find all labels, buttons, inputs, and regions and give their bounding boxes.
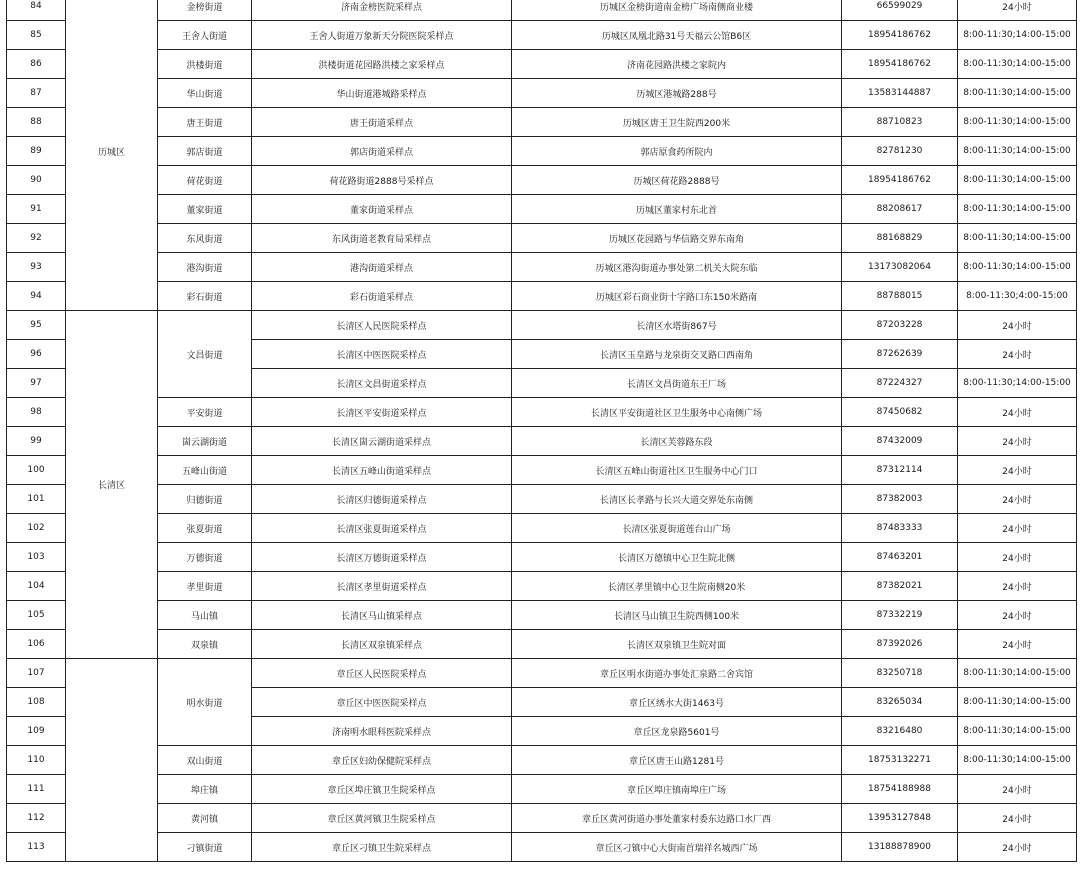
street-cell: 董家街道 xyxy=(158,195,252,224)
row-number: 97 xyxy=(7,369,66,398)
phone-cell: 18754188988 xyxy=(842,775,958,804)
row-number: 107 xyxy=(7,659,66,688)
street-cell: 埠庄镇 xyxy=(158,775,252,804)
row-number: 86 xyxy=(7,50,66,79)
address-cell: 济南花园路洪楼之家院内 xyxy=(512,50,842,79)
phone-cell: 88168829 xyxy=(842,224,958,253)
table-row xyxy=(7,311,1077,340)
site-name-cell: 唐王街道采样点 xyxy=(252,108,512,137)
address-cell: 历城区唐王卫生院西200米 xyxy=(512,108,842,137)
row-number: 90 xyxy=(7,166,66,195)
site-name-cell: 东风街道老教育局采样点 xyxy=(252,224,512,253)
site-name-cell: 章丘区中医医院采样点 xyxy=(252,688,512,717)
site-name-cell: 王舍人街道万象新天分院医院采样点 xyxy=(252,21,512,50)
table-row xyxy=(7,833,1077,862)
hours-cell: 24小时 xyxy=(958,572,1077,601)
site-name-cell: 长清区人民医院采样点 xyxy=(252,311,512,340)
phone-cell: 18954186762 xyxy=(842,21,958,50)
table-row xyxy=(7,398,1077,427)
phone-cell: 88788015 xyxy=(842,282,958,311)
site-name-cell: 济南金榜医院采样点 xyxy=(252,0,512,21)
table-row xyxy=(7,21,1077,50)
hours-cell: 24小时 xyxy=(958,427,1077,456)
table-row xyxy=(7,746,1077,775)
street-cell: 荷花街道 xyxy=(158,166,252,195)
hours-cell: 8:00-11:30;14:00-15:00 xyxy=(958,79,1077,108)
phone-cell: 13953127848 xyxy=(842,804,958,833)
row-number: 104 xyxy=(7,572,66,601)
street-cell: 马山镇 xyxy=(158,601,252,630)
table-row xyxy=(7,195,1077,224)
address-cell: 长清区长孝路与长兴大道交界处东南侧 xyxy=(512,485,842,514)
address-cell: 章丘区唐王山路1281号 xyxy=(512,746,842,775)
site-name-cell: 长清区平安街道采样点 xyxy=(252,398,512,427)
site-name-cell: 华山街道港城路采样点 xyxy=(252,79,512,108)
phone-cell: 87312114 xyxy=(842,456,958,485)
row-number: 89 xyxy=(7,137,66,166)
hours-cell: 24小时 xyxy=(958,601,1077,630)
table-row xyxy=(7,50,1077,79)
street-cell: 双泉镇 xyxy=(158,630,252,659)
row-number: 101 xyxy=(7,485,66,514)
address-cell: 长清区马山镇卫生院西侧100米 xyxy=(512,601,842,630)
table-row xyxy=(7,0,1077,21)
site-name-cell: 章丘区黄河镇卫生院采样点 xyxy=(252,804,512,833)
row-number: 92 xyxy=(7,224,66,253)
row-number: 99 xyxy=(7,427,66,456)
row-number: 102 xyxy=(7,514,66,543)
street-cell: 万德街道 xyxy=(158,543,252,572)
testing-sites-table xyxy=(6,0,1077,862)
address-cell: 章丘区埠庄镇南埠庄广场 xyxy=(512,775,842,804)
site-name-cell: 董家街道采样点 xyxy=(252,195,512,224)
phone-cell: 87224327 xyxy=(842,369,958,398)
address-cell: 长清区芙蓉路东段 xyxy=(512,427,842,456)
row-number: 87 xyxy=(7,79,66,108)
row-number: 95 xyxy=(7,311,66,340)
site-name-cell: 长清区张夏街道采样点 xyxy=(252,514,512,543)
table-row xyxy=(7,485,1077,514)
phone-cell: 83216480 xyxy=(842,717,958,746)
hours-cell: 8:00-11:30;4:00-15:00 xyxy=(958,282,1077,311)
hours-cell: 8:00-11:30;14:00-15:00 xyxy=(958,195,1077,224)
phone-cell: 87392026 xyxy=(842,630,958,659)
address-cell: 章丘区绣水大街1463号 xyxy=(512,688,842,717)
table-row xyxy=(7,108,1077,137)
hours-cell: 24小时 xyxy=(958,456,1077,485)
district-cell: 历城区 xyxy=(66,0,158,311)
site-name-cell: 郭店街道采样点 xyxy=(252,137,512,166)
address-cell: 长清区水塔街867号 xyxy=(512,311,842,340)
address-cell: 历城区荷花路2888号 xyxy=(512,166,842,195)
table-row xyxy=(7,166,1077,195)
table-row xyxy=(7,572,1077,601)
row-number: 93 xyxy=(7,253,66,282)
hours-cell: 24小时 xyxy=(958,398,1077,427)
address-cell: 长清区平安街道社区卫生服务中心南侧广场 xyxy=(512,398,842,427)
row-number: 84 xyxy=(7,0,66,21)
phone-cell: 88710823 xyxy=(842,108,958,137)
phone-cell: 18753132271 xyxy=(842,746,958,775)
table-row xyxy=(7,79,1077,108)
address-cell: 章丘区黄河街道办事处董家村委东边路口水厂西 xyxy=(512,804,842,833)
row-number: 94 xyxy=(7,282,66,311)
table-row xyxy=(7,137,1077,166)
phone-cell: 83265034 xyxy=(842,688,958,717)
phone-cell: 87463201 xyxy=(842,543,958,572)
hours-cell: 8:00-11:30;14:00-15:00 xyxy=(958,137,1077,166)
hours-cell: 8:00-11:30;14:00-15:00 xyxy=(958,108,1077,137)
hours-cell: 24小时 xyxy=(958,0,1077,21)
site-name-cell: 长清区五峰山街道采样点 xyxy=(252,456,512,485)
hours-cell: 24小时 xyxy=(958,311,1077,340)
hours-cell: 8:00-11:30;14:00-15:00 xyxy=(958,688,1077,717)
address-cell: 郭店原食药所院内 xyxy=(512,137,842,166)
hours-cell: 24小时 xyxy=(958,340,1077,369)
row-number: 103 xyxy=(7,543,66,572)
district-cell: 长清区 xyxy=(66,311,158,659)
hours-cell: 8:00-11:30;14:00-15:00 xyxy=(958,50,1077,79)
street-cell: 平安街道 xyxy=(158,398,252,427)
hours-cell: 8:00-11:30;14:00-15:00 xyxy=(958,253,1077,282)
street-cell: 张夏街道 xyxy=(158,514,252,543)
address-cell: 历城区花园路与华信路交界东南角 xyxy=(512,224,842,253)
hours-cell: 8:00-11:30;14:00-15:00 xyxy=(958,21,1077,50)
row-number: 98 xyxy=(7,398,66,427)
street-cell: 港沟街道 xyxy=(158,253,252,282)
phone-cell: 87332219 xyxy=(842,601,958,630)
hours-cell: 24小时 xyxy=(958,485,1077,514)
street-cell: 五峰山街道 xyxy=(158,456,252,485)
address-cell: 章丘区明水街道办事处汇泉路二舍宾馆 xyxy=(512,659,842,688)
table-row xyxy=(7,456,1077,485)
address-cell: 长清区张夏街道莲台山广场 xyxy=(512,514,842,543)
phone-cell: 87483333 xyxy=(842,514,958,543)
site-name-cell: 长清区崮云湖街道采样点 xyxy=(252,427,512,456)
street-cell: 崮云湖街道 xyxy=(158,427,252,456)
phone-cell: 87382021 xyxy=(842,572,958,601)
address-cell: 历城区港城路288号 xyxy=(512,79,842,108)
site-name-cell: 长清区归德街道采样点 xyxy=(252,485,512,514)
table-row xyxy=(7,775,1077,804)
address-cell: 章丘区龙泉路5601号 xyxy=(512,717,842,746)
street-cell: 明水街道 xyxy=(158,659,252,746)
table-row xyxy=(7,282,1077,311)
phone-cell: 18954186762 xyxy=(842,166,958,195)
hours-cell: 8:00-11:30;14:00-15:00 xyxy=(958,746,1077,775)
phone-cell: 13583144887 xyxy=(842,79,958,108)
phone-cell: 87382003 xyxy=(842,485,958,514)
address-cell: 历城区凤凰北路31号天福云公馆B6区 xyxy=(512,21,842,50)
phone-cell: 66599029 xyxy=(842,0,958,21)
phone-cell: 82781230 xyxy=(842,137,958,166)
hours-cell: 24小时 xyxy=(958,630,1077,659)
hours-cell: 8:00-11:30;14:00-15:00 xyxy=(958,369,1077,398)
site-name-cell: 章丘区人民医院采样点 xyxy=(252,659,512,688)
phone-cell: 13188878900 xyxy=(842,833,958,862)
hours-cell: 24小时 xyxy=(958,514,1077,543)
phone-cell: 18954186762 xyxy=(842,50,958,79)
row-number: 110 xyxy=(7,746,66,775)
address-cell: 长清区玉皇路与龙泉街交叉路口西南角 xyxy=(512,340,842,369)
street-cell: 唐王街道 xyxy=(158,108,252,137)
phone-cell: 88208617 xyxy=(842,195,958,224)
phone-cell: 83250718 xyxy=(842,659,958,688)
table-row xyxy=(7,601,1077,630)
site-name-cell: 济南明水眼科医院采样点 xyxy=(252,717,512,746)
row-number: 109 xyxy=(7,717,66,746)
site-name-cell: 长清区万德街道采样点 xyxy=(252,543,512,572)
hours-cell: 24小时 xyxy=(958,804,1077,833)
street-cell: 金榜街道 xyxy=(158,0,252,21)
street-cell: 刁镇街道 xyxy=(158,833,252,862)
hours-cell: 24小时 xyxy=(958,833,1077,862)
address-cell: 历城区彩石商业街十字路口东150米路南 xyxy=(512,282,842,311)
street-cell: 洪楼街道 xyxy=(158,50,252,79)
address-cell: 长清区万德镇中心卫生院北侧 xyxy=(512,543,842,572)
site-name-cell: 长清区中医医院采样点 xyxy=(252,340,512,369)
street-cell: 文昌街道 xyxy=(158,311,252,398)
street-cell: 归德街道 xyxy=(158,485,252,514)
phone-cell: 87262639 xyxy=(842,340,958,369)
row-number: 105 xyxy=(7,601,66,630)
site-name-cell: 港沟街道采样点 xyxy=(252,253,512,282)
row-number: 91 xyxy=(7,195,66,224)
phone-cell: 87203228 xyxy=(842,311,958,340)
hours-cell: 8:00-11:30;14:00-15:00 xyxy=(958,166,1077,195)
row-number: 88 xyxy=(7,108,66,137)
hours-cell: 8:00-11:30;14:00-15:00 xyxy=(958,224,1077,253)
street-cell: 东风街道 xyxy=(158,224,252,253)
hours-cell: 24小时 xyxy=(958,543,1077,572)
table-row xyxy=(7,427,1077,456)
street-cell: 郭店街道 xyxy=(158,137,252,166)
phone-cell: 87450682 xyxy=(842,398,958,427)
row-number: 112 xyxy=(7,804,66,833)
site-name-cell: 长清区双泉镇采样点 xyxy=(252,630,512,659)
address-cell: 历城区董家村东北首 xyxy=(512,195,842,224)
site-name-cell: 章丘区埠庄镇卫生院采样点 xyxy=(252,775,512,804)
row-number: 100 xyxy=(7,456,66,485)
table-row xyxy=(7,630,1077,659)
row-number: 113 xyxy=(7,833,66,862)
address-cell: 历城区港沟街道办事处第二机关大院东临 xyxy=(512,253,842,282)
street-cell: 彩石街道 xyxy=(158,282,252,311)
row-number: 106 xyxy=(7,630,66,659)
table-row xyxy=(7,543,1077,572)
site-name-cell: 章丘区刁镇卫生院采样点 xyxy=(252,833,512,862)
row-number: 108 xyxy=(7,688,66,717)
table-row xyxy=(7,224,1077,253)
site-name-cell: 彩石街道采样点 xyxy=(252,282,512,311)
site-name-cell: 荷花路街道2888号采样点 xyxy=(252,166,512,195)
row-number: 85 xyxy=(7,21,66,50)
address-cell: 长清区五峰山街道社区卫生服务中心门口 xyxy=(512,456,842,485)
phone-cell: 13173082064 xyxy=(842,253,958,282)
row-number: 111 xyxy=(7,775,66,804)
table-row xyxy=(7,659,1077,688)
street-cell: 王舍人街道 xyxy=(158,21,252,50)
site-name-cell: 长清区文昌街道采样点 xyxy=(252,369,512,398)
phone-cell: 87432009 xyxy=(842,427,958,456)
address-cell: 长清区双泉镇卫生院对面 xyxy=(512,630,842,659)
address-cell: 长清区文昌街道东王厂场 xyxy=(512,369,842,398)
site-name-cell: 章丘区妇幼保健院采样点 xyxy=(252,746,512,775)
hours-cell: 8:00-11:30;14:00-15:00 xyxy=(958,717,1077,746)
hours-cell: 24小时 xyxy=(958,775,1077,804)
table-row xyxy=(7,804,1077,833)
street-cell: 双山街道 xyxy=(158,746,252,775)
table-row xyxy=(7,253,1077,282)
hours-cell: 8:00-11:30;14:00-15:00 xyxy=(958,659,1077,688)
site-name-cell: 长清区孝里街道采样点 xyxy=(252,572,512,601)
district-cell xyxy=(66,659,158,862)
row-number: 96 xyxy=(7,340,66,369)
address-cell: 长清区孝里镇中心卫生院南侧20米 xyxy=(512,572,842,601)
table-row xyxy=(7,514,1077,543)
address-cell: 历城区金榜街道南金榜广场南侧商业楼 xyxy=(512,0,842,21)
address-cell: 章丘区刁镇中心大街南首瑞祥名城西广场 xyxy=(512,833,842,862)
site-name-cell: 长清区马山镇采样点 xyxy=(252,601,512,630)
street-cell: 孝里街道 xyxy=(158,572,252,601)
site-name-cell: 洪楼街道花园路洪楼之家采样点 xyxy=(252,50,512,79)
street-cell: 黄河镇 xyxy=(158,804,252,833)
street-cell: 华山街道 xyxy=(158,79,252,108)
